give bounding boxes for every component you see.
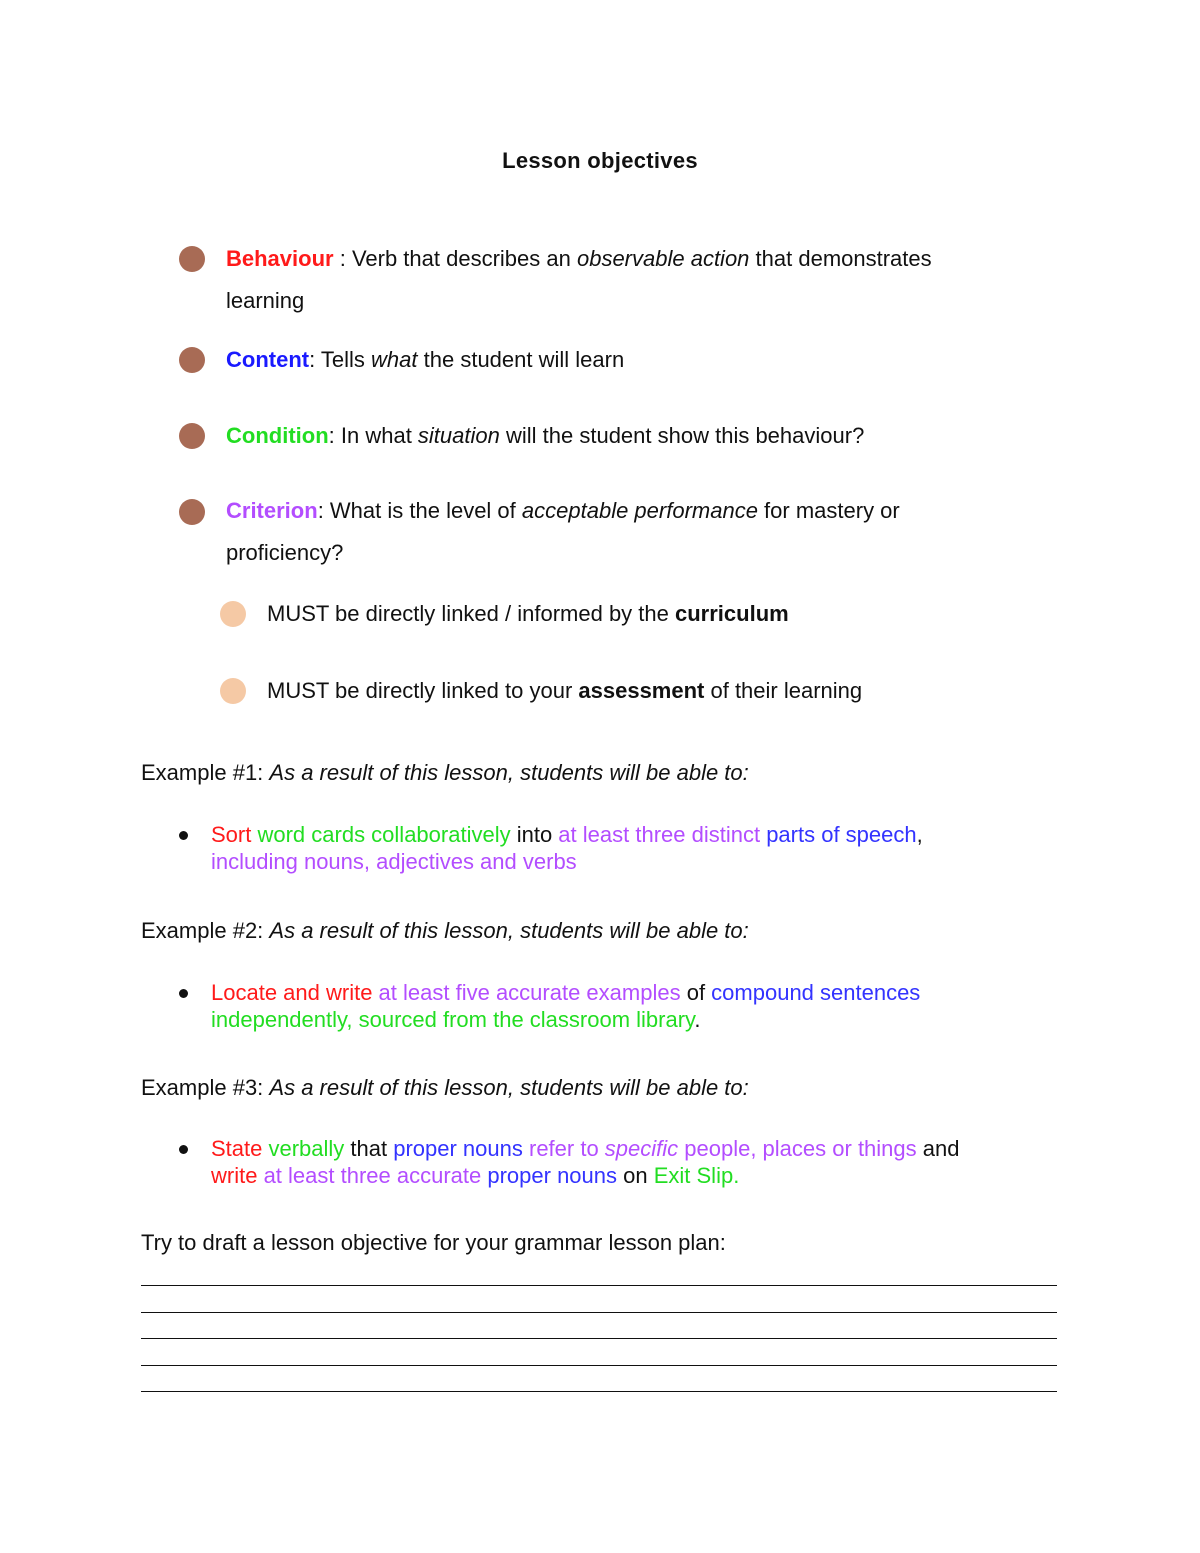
objective-segment: ,: [916, 822, 923, 847]
text: What is the level of: [329, 498, 522, 523]
text: In what: [340, 423, 418, 448]
emphasis: observable action: [576, 246, 750, 271]
objective-segment: of: [680, 980, 712, 1005]
answer-line[interactable]: [141, 1312, 1057, 1313]
objective-segment: Exit Slip.: [653, 1163, 740, 1188]
objective-segment: Locate and write: [211, 980, 373, 1005]
separator: :: [328, 423, 341, 448]
separator: :: [333, 246, 352, 271]
text: MUST be directly linked to your: [267, 678, 579, 703]
example-3-objective: [211, 1135, 1001, 1189]
text: that demonstrates: [749, 246, 932, 271]
answer-line[interactable]: [141, 1365, 1057, 1366]
bullet-dot-icon: [179, 246, 205, 272]
text: the student will learn: [417, 347, 625, 372]
objective-segment: write: [211, 1163, 258, 1188]
bullet-dot-icon: [179, 499, 205, 525]
example-label: Example #2:: [141, 918, 270, 943]
bullet-icon: [179, 1145, 188, 1154]
objective-segment: specific: [604, 1136, 679, 1161]
emphasis: what: [371, 347, 418, 372]
objective-segment: proper nouns: [481, 1163, 618, 1188]
component-label: Condition: [226, 423, 329, 448]
text: learning: [226, 288, 305, 313]
emphasis: situation: [417, 423, 500, 448]
sub-point-assessment: [267, 670, 1027, 712]
bullet-dot-icon: [179, 423, 205, 449]
bold-term: curriculum: [675, 601, 789, 626]
page-title: Lesson objectives: [502, 148, 698, 173]
component-criterion: [226, 490, 1026, 574]
example-2-objective: [211, 979, 1001, 1033]
text: Verb that describes an: [351, 246, 577, 271]
objective-segment: that: [344, 1136, 394, 1161]
objective-segment: independently, sourced from the classroom library: [211, 1007, 695, 1032]
example-1-objective: [211, 821, 1001, 875]
text: proficiency?: [226, 540, 344, 565]
objective-segment: proper nouns: [393, 1136, 523, 1161]
text: for mastery or: [757, 498, 900, 523]
bullet-dot-icon: [179, 347, 205, 373]
example-2-heading: [141, 918, 749, 944]
objective-segment: at least three distinct: [558, 822, 761, 847]
text: of their learning: [704, 678, 863, 703]
sub-bullet-dot-icon: [220, 601, 246, 627]
answer-line[interactable]: [141, 1285, 1057, 1286]
answer-line[interactable]: [141, 1391, 1057, 1392]
objective-segment: on: [617, 1163, 654, 1188]
component-label: Behaviour: [226, 246, 334, 271]
bullet-icon: [179, 831, 188, 840]
text: will the student show this behaviour?: [499, 423, 865, 448]
objective-segment: word cards collaboratively: [251, 822, 511, 847]
text: MUST be directly linked / informed by the: [267, 601, 675, 626]
text: Tells: [320, 347, 372, 372]
bullet-icon: [179, 989, 188, 998]
example-3-heading: [141, 1075, 749, 1101]
objective-segment: people, places or things: [678, 1136, 917, 1161]
objective-segment: into: [510, 822, 559, 847]
objective-segment: and: [916, 1136, 960, 1161]
example-stem: As a result of this lesson, students will be able to:: [269, 1075, 749, 1100]
objective-segment: .: [694, 1007, 701, 1032]
answer-line[interactable]: [141, 1338, 1057, 1339]
objective-segment: parts of speech: [760, 822, 917, 847]
sub-bullet-dot-icon: [220, 678, 246, 704]
objective-segment: at least three accurate: [257, 1163, 482, 1188]
separator: :: [317, 498, 330, 523]
draft-prompt: Try to draft a lesson objective for your grammar lesson plan:: [141, 1230, 726, 1255]
emphasis: acceptable performance: [521, 498, 758, 523]
sub-point-curriculum: [267, 593, 1027, 635]
objective-segment: refer to: [522, 1136, 605, 1161]
example-stem: As a result of this lesson, students will be able to:: [269, 918, 749, 943]
objective-segment: compound sentences: [711, 980, 921, 1005]
objective-segment: including nouns, adjectives and verbs: [211, 849, 577, 874]
objective-segment: verbally: [262, 1136, 345, 1161]
example-stem: As a result of this lesson, students will be able to:: [269, 760, 749, 785]
objective-segment: at least five accurate examples: [372, 980, 681, 1005]
example-1-heading: [141, 760, 749, 786]
component-label: Criterion: [226, 498, 318, 523]
component-label: Content: [226, 347, 310, 372]
separator: :: [309, 347, 321, 372]
example-label: Example #3:: [141, 1075, 270, 1100]
example-label: Example #1:: [141, 760, 270, 785]
component-behaviour: [226, 238, 1026, 322]
component-content: [226, 339, 1026, 381]
bold-term: assessment: [578, 678, 705, 703]
objective-segment: Sort: [211, 822, 252, 847]
component-condition: [226, 415, 1026, 457]
objective-segment: State: [211, 1136, 263, 1161]
